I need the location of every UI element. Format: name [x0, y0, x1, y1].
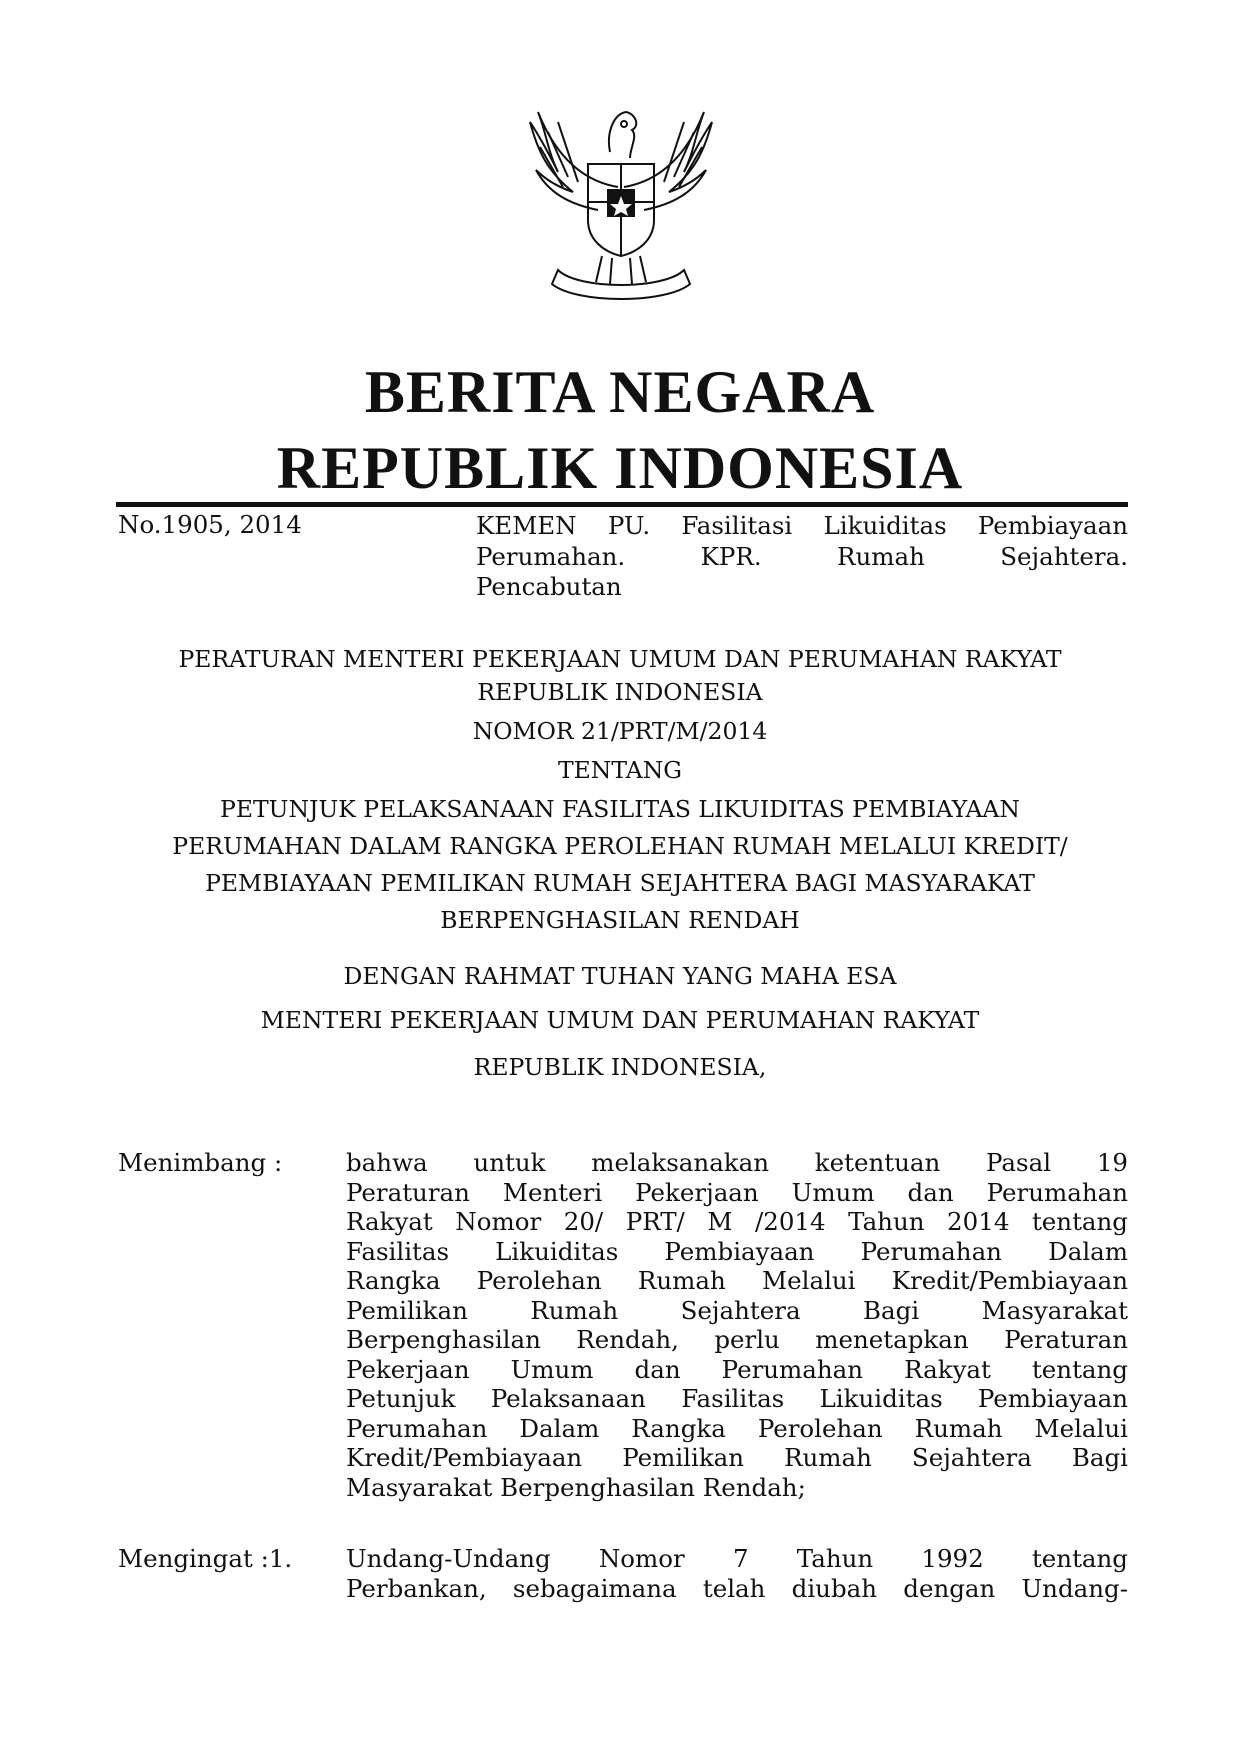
masthead-divider: [116, 502, 1128, 507]
regulation-about: TENTANG: [557, 756, 683, 784]
masthead-title: BERITA NEGARA: [364, 359, 876, 425]
menimbang-line: bahwa untuk melaksanakan ketentuan Pasal 19: [346, 1148, 1128, 1177]
menimbang-line: Berpenghasilan Rendah, perlu menetapkan Peraturan: [346, 1325, 1128, 1354]
issue-subject: [476, 510, 1128, 572]
regulation-title-country: REPUBLIK INDONESIA: [477, 678, 763, 706]
menimbang-line: Masyarakat Berpenghasilan Rendah;: [346, 1472, 806, 1502]
menimbang-line: Petunjuk Pelaksanaan Fasilitas Likuiditas Pembiayaan: [346, 1384, 1128, 1413]
menimbang-line: Pekerjaan Umum dan Perumahan Rakyat tentang: [346, 1354, 1128, 1384]
regulation-number: NOMOR 21/PRT/M/2014: [472, 717, 768, 745]
regulation-topic-line: PETUNJUK PELAKSANAAN FASILITAS LIKUIDITAS PEMBIAYAAN: [220, 795, 1020, 823]
regulation-title: PERATURAN MENTERI PEKERJAAN UMUM DAN PERUMAHAN RAKYAT: [178, 645, 1062, 673]
menimbang-text: [346, 1148, 1128, 1502]
preamble-line: REPUBLIK INDONESIA,: [473, 1053, 767, 1081]
preamble-line: MENTERI PEKERJAAN UMUM DAN PERUMAHAN RAKYAT: [260, 1006, 980, 1034]
masthead-subtitle: REPUBLIK INDONESIA: [276, 435, 964, 501]
mengingat-label: Mengingat :1.: [118, 1544, 293, 1573]
menimbang-line: Rakyat Nomor 20/ PRT/ M /2014 Tahun 2014 tentang: [346, 1207, 1128, 1236]
menimbang-line: Peraturan Menteri Pekerjaan Umum dan Perumahan: [346, 1177, 1128, 1207]
menimbang-line: Perumahan Dalam Rangka Perolehan Rumah Melalui: [346, 1413, 1128, 1443]
menimbang-line: Rangka Perolehan Rumah Melalui Kredit/Pembiayaan: [346, 1266, 1128, 1295]
mengingat-text: [346, 1544, 1128, 1603]
issue-subject-line: Pencabutan: [476, 572, 622, 601]
menimbang-line: Kredit/Pembiayaan Pemilikan Rumah Sejahtera Bagi: [346, 1443, 1128, 1472]
menimbang-label: Menimbang :: [118, 1148, 283, 1177]
issue-number: No.1905, 2014: [118, 510, 302, 539]
menimbang-line: Pemilikan Rumah Sejahtera Bagi Masyarakat: [346, 1295, 1128, 1325]
issue-subject-line: Perumahan. KPR. Rumah Sejahtera.: [476, 542, 1128, 571]
garuda-pancasila-emblem-icon: [518, 92, 724, 312]
menimbang-line: Fasilitas Likuiditas Pembiayaan Perumahan Dalam: [346, 1236, 1128, 1266]
mengingat-line: Undang-Undang Nomor 7 Tahun 1992 tentang: [346, 1544, 1128, 1573]
preamble-line: DENGAN RAHMAT TUHAN YANG MAHA ESA: [343, 962, 897, 990]
regulation-topic-line: PEMBIAYAAN PEMILIKAN RUMAH SEJAHTERA BAGI MASYARAKAT: [205, 869, 1035, 897]
regulation-topic-line: PERUMAHAN DALAM RANGKA PEROLEHAN RUMAH MELALUI KREDIT/: [172, 832, 1068, 860]
regulation-topic-line: BERPENGHASILAN RENDAH: [440, 906, 800, 934]
issue-subject-line: KEMEN PU. Fasilitasi Likuiditas Pembiayaan: [476, 511, 1128, 540]
mengingat-line: Perbankan, sebagaimana telah diubah dengan Undang-: [346, 1573, 1128, 1603]
